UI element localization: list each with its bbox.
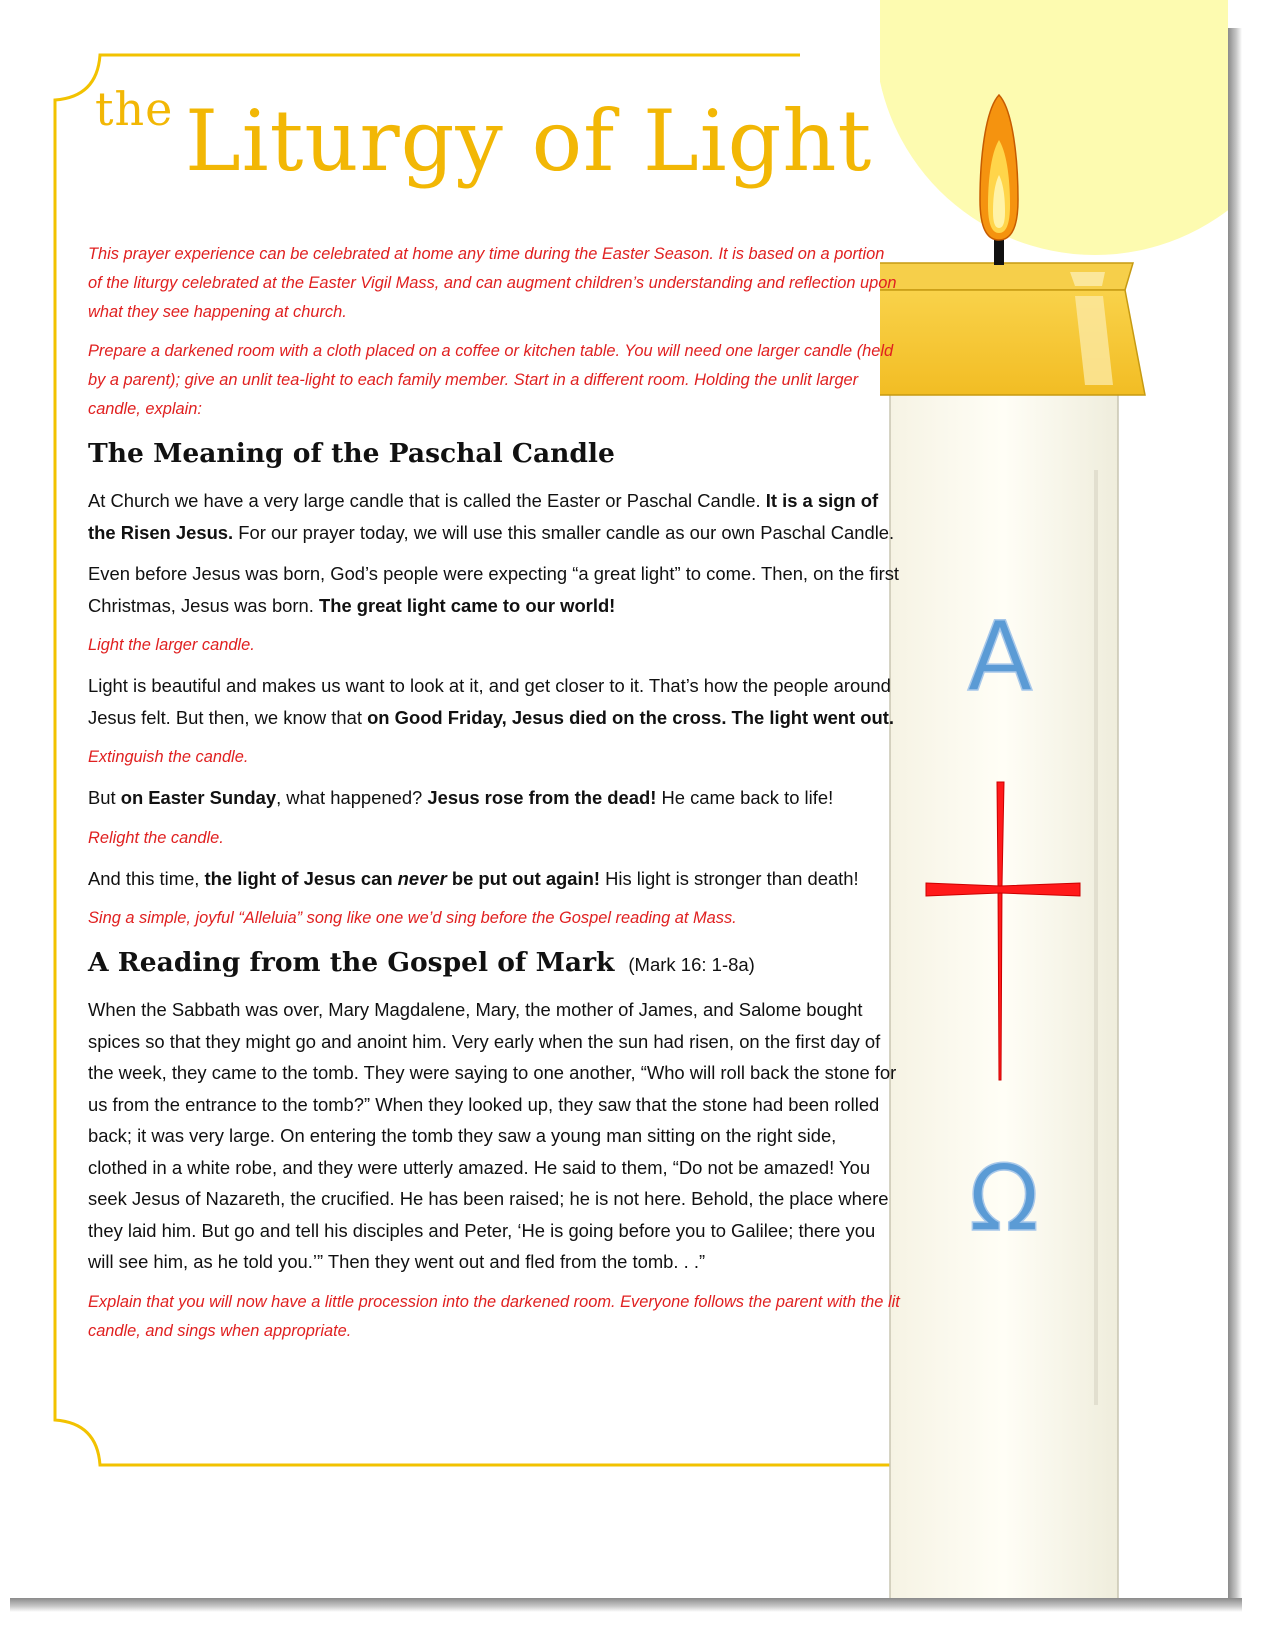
page-title: Liturgy of Light (185, 92, 873, 190)
intro-paragraph-1: This prayer experience can be celebrated at home any time during the Easter Season. It is based on a portion of the liturgy celebrated at the Easter Vigil Mass, and can augment children’s understanding and reflection upon what they see happening at church. (88, 245, 897, 321)
instruction-procession: Explain that you will now have a little procession into the darkened room. Everyone follows the parent with the lit candle, and sings when appropriate. (88, 1292, 900, 1340)
section-heading-gospel: A Reading from the Gospel of Mark (Mark 16: 1-8a) (88, 947, 755, 978)
light-glow (880, 0, 1228, 255)
instruction-relight: Relight the candle. (88, 828, 224, 847)
instruction-light-candle: Light the larger candle. (88, 636, 255, 654)
candle-body (890, 380, 1118, 1598)
intro-paragraph-2: Prepare a darkened room with a cloth placed on a coffee or kitchen table. You will need one larger candle (held by a parent); give an unlit tea-light to each family member. Start in a different room. Holding the unlit larger candle, explain: (88, 342, 894, 418)
candle-holder-cap (880, 263, 1145, 395)
omega-symbol: Ω (968, 1145, 1040, 1252)
paragraph-never-put-out: And this time, the light of Jesus can never be put out again! His light is stronger than death! (88, 867, 859, 889)
page-shadow-bottom (10, 1598, 1242, 1612)
section-heading-paschal-candle: The Meaning of the Paschal Candle (88, 438, 615, 469)
paragraph-great-light: Even before Jesus was born, God’s people were expecting “a great light” to come. Then, on the first Christmas, Jesus was born. The great light came to our world! (88, 563, 900, 616)
gospel-reading: When the Sabbath was over, Mary Magdalene, Mary, the mother of James, and Salome bought spices so that they might go and anoint him. Very early when the sun had risen, on the first day of the week, they came to the tomb. They were saying to one another, “Who will roll back the stone for us from the entrance to the tomb?” When they looked up, they saw that the stone had been rolled back; it was very large. On entering the tomb they saw a young man sitting on the right side, clothed in a white robe, and they were utterly amazed. He said to them, “Do not be amazed! You seek Jesus of Nazareth, the crucified. He has been raised; he is not here. Behold, the place where they laid him. But go and tell his disciples and Peter, ‘He is going before you to Galilee; there you will see him, as he told you.’” Then they went out and fled from the tomb. . .” (88, 999, 897, 1272)
title-prefix: the (95, 82, 174, 136)
paschal-candle (880, 0, 1228, 1598)
page-shadow-right (1228, 28, 1242, 1608)
paragraph-easter-sunday: But on Easter Sunday, what happened? Jesus rose from the dead! He came back to life! (88, 787, 834, 808)
paragraph-paschal-candle: At Church we have a very large candle that is called the Easter or Paschal Candle. It is a sign of the Risen Jesus. For our prayer today, we will use this smaller candle as our own Paschal Candle. (88, 490, 895, 543)
alpha-symbol: A (967, 601, 1033, 713)
scripture-reference: (Mark 16: 1-8a) (628, 954, 755, 975)
main-content (88, 240, 900, 1356)
instruction-extinguish: Extinguish the candle. (88, 748, 249, 766)
instruction-alleluia: Sing a simple, joyful “Alleluia” song like one we’d sing before the Gospel reading at Mass. (88, 909, 737, 927)
paragraph-good-friday: Light is beautiful and makes us want to look at it, and get closer to it. That’s how the people around Jesus felt. But then, we know that on Good Friday, Jesus died on the cross. The light went out. (88, 675, 894, 728)
